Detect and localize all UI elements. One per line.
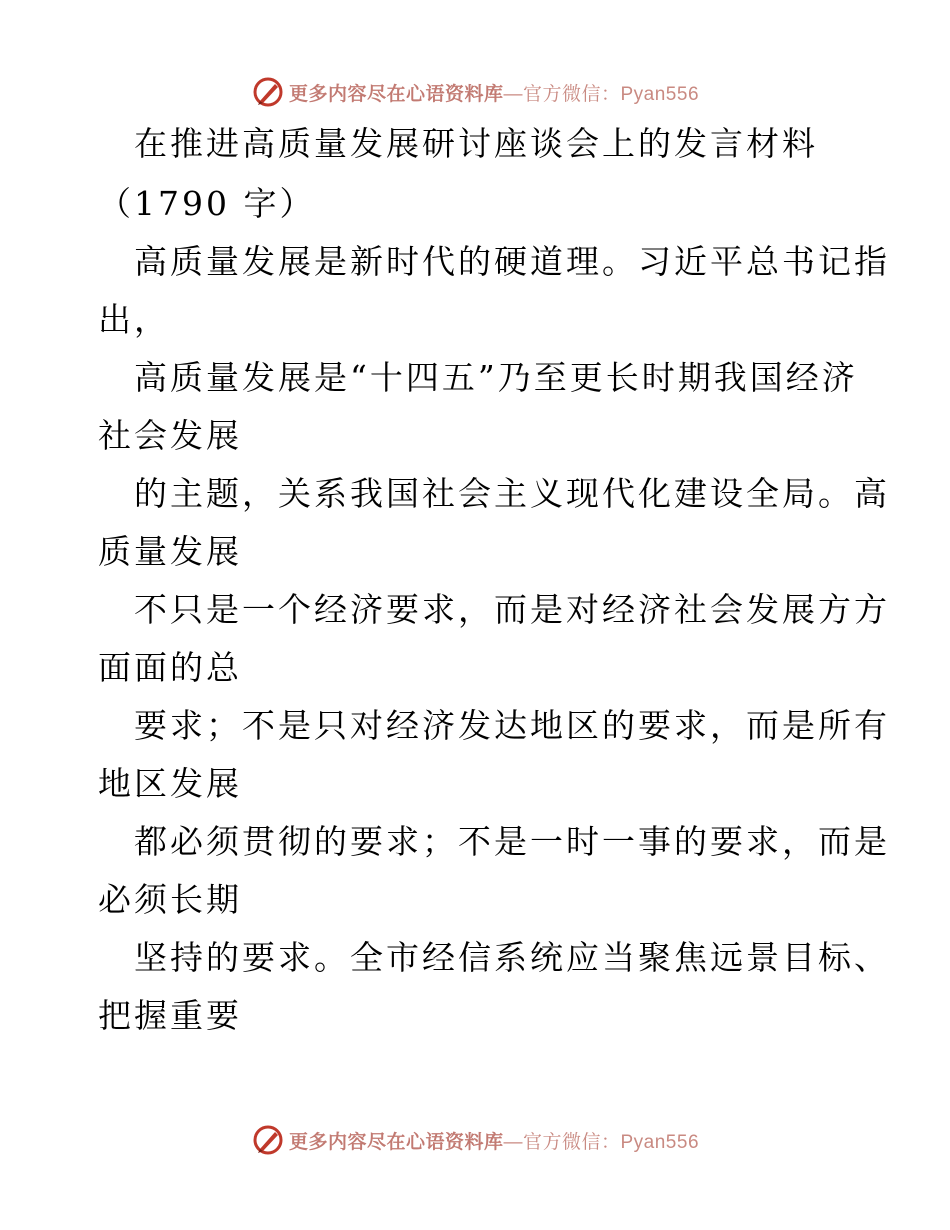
paragraph-line: 出， xyxy=(98,300,170,339)
paragraph-line: 高质量发展是新时代的硬道理。习近平总书记指 xyxy=(134,242,890,281)
paragraph-line: 都必须贯彻的要求；不是一时一事的要求，而是 xyxy=(134,822,890,861)
paragraph-line: 的主题，关系我国社会主义现代化建设全局。高 xyxy=(134,474,890,513)
watermark-contact: —官方微信：Pyan556 xyxy=(503,1131,700,1153)
paragraph-line: 坚持的要求。全市经信系统应当聚焦远景目标、 xyxy=(134,938,890,977)
paragraph-line: 高质量发展是“十四五”乃至更长时期我国经济 xyxy=(134,358,858,397)
pen-logo-icon xyxy=(251,75,285,109)
watermark-text xyxy=(289,79,699,106)
paragraph-line: 要求；不是只对经济发达地区的要求，而是所有 xyxy=(134,706,890,745)
paragraph-line: 把握重要 xyxy=(98,996,242,1035)
watermark-brand: 更多内容尽在心语资料库 xyxy=(288,1131,504,1153)
watermark-contact: —官方微信：Pyan556 xyxy=(503,83,700,105)
doc-title-line: 在推进高质量发展研讨座谈会上的发言材料 xyxy=(134,124,818,163)
paragraph-line: 社会发展 xyxy=(98,416,242,455)
watermark-brand: 更多内容尽在心语资料库 xyxy=(288,83,504,105)
header-watermark xyxy=(0,72,950,112)
doc-word-count: （1790 字） xyxy=(98,184,316,223)
pen-logo-icon xyxy=(251,1123,285,1157)
paragraph-line: 地区发展 xyxy=(98,764,242,803)
paragraph-line: 必须长期 xyxy=(98,880,242,919)
watermark-text xyxy=(289,1127,699,1154)
paragraph-line: 不只是一个经济要求，而是对经济社会发展方方 xyxy=(134,590,890,629)
footer-watermark xyxy=(0,1120,950,1160)
paragraph-line: 面面的总 xyxy=(98,648,242,687)
paragraph-line: 质量发展 xyxy=(98,532,242,571)
